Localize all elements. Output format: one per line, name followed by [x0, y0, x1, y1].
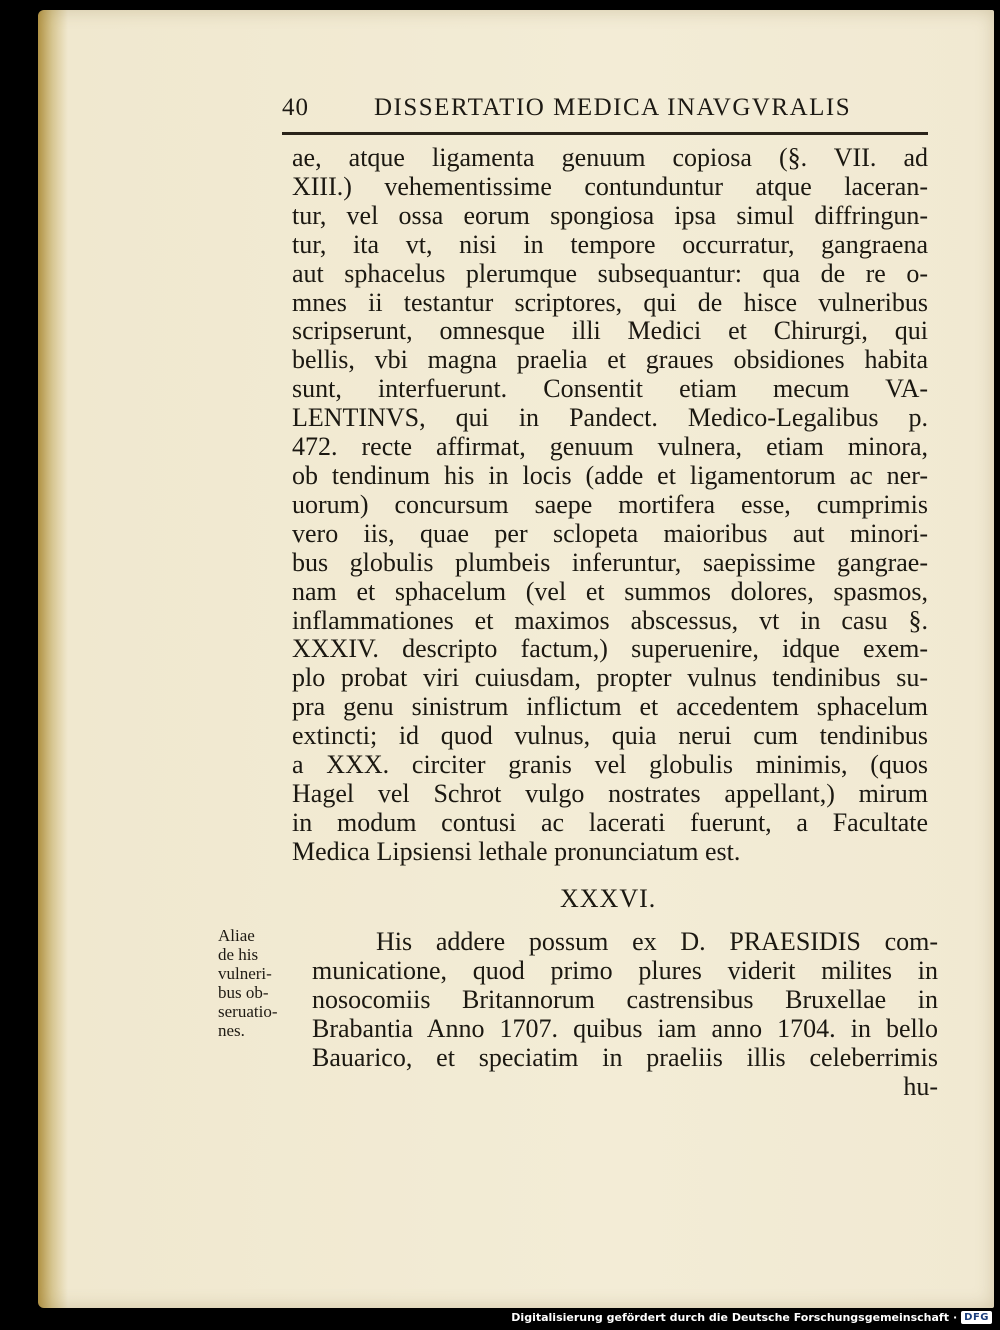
text-line: aut sphacelus plerumque subsequantur: qua de re o-	[292, 258, 928, 288]
text-line: XIII.) vehementissime contunduntur atque laceran-	[292, 171, 928, 201]
running-title: DISSERTATIO MEDICA INAVGVRALIS	[374, 94, 852, 121]
text-line: Medica Lipsiensi lethale pronunciatum est.	[292, 836, 741, 866]
margin-note-line: nes.	[218, 1021, 245, 1040]
text-line: vero iis, quae per sclopeta maioribus aut minori-	[292, 518, 928, 548]
footer-credit: Digitalisierung gefördert durch die Deutsche Forschungsgemeinschaft	[511, 1311, 949, 1324]
text-line: ob tendinum his in locis (adde et ligamentorum ac ner-	[292, 460, 928, 490]
margin-note-line: bus ob-	[218, 983, 269, 1002]
text-line: Brabantia Anno 1707. quibus iam anno 1704. in bello	[312, 1014, 938, 1043]
margin-note-line: de his	[218, 945, 259, 964]
page-number: 40	[282, 94, 309, 121]
margin-note	[218, 926, 300, 1040]
text-line: uorum) concursum saepe mortifera esse, cumprimis	[292, 489, 928, 519]
text-line: nosocomiis Britannorum castrensibus Bruxellae in	[312, 985, 938, 1014]
text-line: in modum contusi ac lacerati fuerunt, a Facultate	[292, 807, 928, 837]
text-line: bus globulis plumbeis inferuntur, saepissime gangrae-	[292, 547, 928, 577]
text-line: extincti; id quod vulnus, quia nerui cum tendinibus	[292, 721, 928, 751]
text-line: tur, vel ossa eorum spongiosa ipsa simul diffringun-	[292, 200, 928, 230]
text-line: LENTINVS, qui in Pandect. Medico-Legalibus p.	[292, 403, 928, 433]
text-line: municatione, quod primo plures viderit milites in	[312, 956, 938, 985]
main-paragraph	[292, 144, 928, 867]
margin-note-line: seruatio-	[218, 1002, 278, 1021]
text-line: sunt, interfuerunt. Consentit etiam mecum VA-	[292, 374, 928, 404]
dfg-logo: DFG	[961, 1311, 992, 1324]
text-line: 472. recte affirmat, genuum vulnera, etiam minora,	[292, 432, 928, 462]
header-rule	[282, 132, 928, 135]
text-line: tur, ita vt, nisi in tempore occurratur, gangraena	[292, 229, 928, 259]
margin-note-line: Aliae	[218, 926, 255, 945]
text-line: nam et sphacelum (vel et summos dolores, spasmos,	[292, 576, 928, 606]
text-line: inflammationes et maximos abscessus, vt in casu §.	[292, 605, 928, 635]
digitization-footer: Digitalisierung gefördert durch die Deutsche Forschungsgemeinschaft · DFG	[511, 1311, 992, 1324]
text-line: a XXX. circiter granis vel globulis minimis, (quos	[292, 750, 928, 780]
second-paragraph	[312, 927, 938, 1101]
catchword: hu-	[903, 1072, 938, 1101]
text-line: Bauarico, et speciatim in praeliis illis celeberrimis	[312, 1043, 938, 1072]
section-heading: XXXVI.	[560, 884, 657, 913]
text-line: ae, atque ligamenta genuum copiosa (§. VII. ad	[292, 143, 928, 172]
margin-note-line: vulneri-	[218, 964, 272, 983]
running-header	[282, 92, 922, 126]
text-line: plo probat viri cuiusdam, propter vulnus tendinibus su-	[292, 663, 928, 693]
text-line: Hagel vel Schrot vulgo nostrates appellant,) mirum	[292, 778, 928, 808]
text-line: mnes ii testantur scriptores, qui de hisce vulneribus	[292, 287, 928, 317]
text-line: pra genu sinistrum inflictum et accedentem sphacelum	[292, 692, 928, 722]
text-line: scripserunt, omnesque illi Medici et Chirurgi, qui	[292, 316, 928, 346]
text-line: His addere possum ex D. PRAESIDIS com-	[376, 927, 938, 956]
text-line: XXXIV. descripto factum,) superuenire, idque exem-	[292, 634, 928, 664]
text-line: bellis, vbi magna praelia et graues obsidiones habita	[292, 345, 928, 375]
